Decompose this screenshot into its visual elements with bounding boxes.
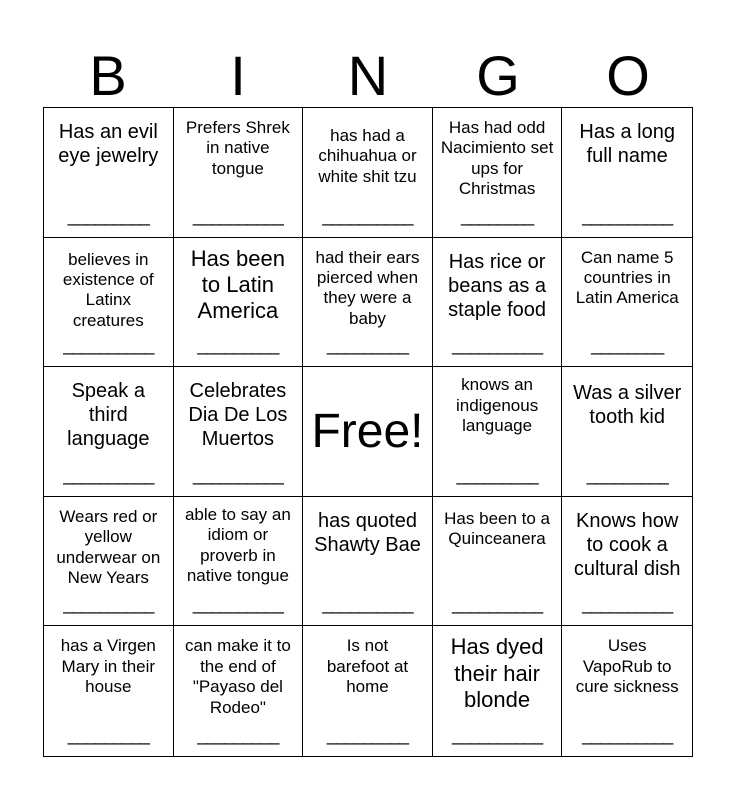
bingo-cell[interactable]: [303, 626, 433, 756]
cell-signature-line: _________: [326, 725, 409, 745]
cell-text: has quoted Shawty Bae: [314, 509, 421, 556]
bingo-cell[interactable]: [562, 497, 692, 627]
bingo-cell[interactable]: [174, 367, 304, 497]
cell-signature-line: __________: [582, 594, 673, 615]
header-letter-b: B: [89, 44, 127, 107]
free-space-cell[interactable]: [303, 367, 433, 497]
cell-signature-line: __________: [452, 335, 543, 356]
cell-signature-line: _________: [197, 725, 279, 745]
cell-signature-line: ________: [461, 205, 534, 226]
cell-text: Celebrates Dia De Los Muertos: [188, 380, 288, 451]
bingo-cell[interactable]: [562, 238, 692, 368]
cell-signature-line: __________: [582, 725, 673, 745]
cell-signature-line: _________: [456, 464, 538, 485]
bingo-grid: [43, 107, 693, 757]
cell-text: able to say an idiom or proverb in native tongue: [184, 504, 291, 585]
bingo-cell[interactable]: [562, 626, 692, 756]
bingo-cell[interactable]: [44, 367, 174, 497]
bingo-cell[interactable]: [433, 238, 563, 368]
bingo-cell[interactable]: [44, 238, 174, 368]
cell-text: Has been to Latin America: [190, 245, 285, 324]
cell-signature-line: __________: [452, 594, 543, 615]
cell-signature-line: __________: [63, 464, 154, 485]
bingo-cell[interactable]: [303, 238, 433, 368]
bingo-cell[interactable]: [433, 626, 563, 756]
header-letter-n: N: [347, 44, 389, 107]
cell-text: Prefers Shrek in native tongue: [185, 118, 290, 178]
cell-text: Has been to a Quinceanera: [444, 508, 551, 549]
cell-signature-line: __________: [192, 464, 283, 485]
bingo-cell[interactable]: [562, 108, 692, 238]
bingo-cell[interactable]: [174, 626, 304, 756]
bingo-cell[interactable]: [174, 238, 304, 368]
bingo-cell[interactable]: [44, 108, 174, 238]
cell-text: Has rice or beans as a staple food: [448, 250, 547, 321]
cell-text: Wears red or yellow underwear on New Years: [56, 506, 161, 587]
cell-text: believes in existence of Latinx creatures: [62, 249, 154, 330]
header-letter-o: O: [606, 44, 650, 107]
cell-signature-line: __________: [582, 205, 673, 226]
cell-text: Was a silver tooth kid: [573, 382, 682, 429]
cell-text: Has an evil eye jewelry: [58, 121, 159, 167]
header-letter-i: I: [230, 44, 246, 107]
cell-signature-line: __________: [192, 594, 283, 615]
bingo-cell[interactable]: [433, 367, 563, 497]
cell-signature-line: _________: [326, 335, 409, 356]
bingo-cell[interactable]: [433, 497, 563, 627]
cell-signature-line: _________: [67, 205, 149, 226]
cell-text: Speak a third language: [67, 380, 150, 451]
cell-text: Uses VapoRub to cure sickness: [575, 636, 679, 697]
bingo-cell[interactable]: [303, 497, 433, 627]
cell-text: Has had odd Nacimiento set ups for Christmas: [440, 118, 554, 199]
cell-signature-line: _________: [197, 335, 279, 356]
cell-signature-line: __________: [63, 594, 154, 615]
bingo-header: [43, 44, 693, 108]
bingo-cell[interactable]: [174, 108, 304, 238]
cell-text: Knows how to cook a cultural dish: [573, 509, 681, 580]
cell-signature-line: _________: [586, 464, 668, 485]
bingo-cell[interactable]: [44, 626, 174, 756]
cell-text: has had a chihuahua or white shit tzu: [318, 126, 417, 186]
free-space-label: Free!: [311, 404, 424, 458]
cell-signature-line: __________: [452, 725, 543, 745]
cell-text: Has a long full name: [579, 121, 675, 167]
bingo-cell[interactable]: [303, 108, 433, 238]
cell-signature-line: __________: [322, 594, 413, 615]
cell-signature-line: __________: [322, 205, 413, 226]
header-letter-g: G: [476, 44, 520, 107]
cell-text: can make it to the end of "Payaso del Rodeo": [184, 636, 291, 717]
cell-text: Can name 5 countries in Latin America: [575, 247, 679, 308]
cell-signature-line: __________: [192, 205, 283, 226]
bingo-cell[interactable]: [562, 367, 692, 497]
cell-signature-line: _________: [67, 725, 149, 745]
cell-text: had their ears pierced when they were a baby: [315, 247, 420, 328]
cell-signature-line: __________: [63, 335, 154, 356]
bingo-cell[interactable]: [44, 497, 174, 627]
bingo-cell[interactable]: [174, 497, 304, 627]
bingo-cell[interactable]: [433, 108, 563, 238]
cell-text: has a Virgen Mary in their house: [60, 636, 156, 697]
cell-text: Has dyed their hair blonde: [450, 634, 544, 713]
cell-signature-line: ________: [591, 335, 664, 356]
cell-text: knows an indigenous language: [455, 375, 539, 435]
cell-text: Is not barefoot at home: [326, 636, 409, 697]
